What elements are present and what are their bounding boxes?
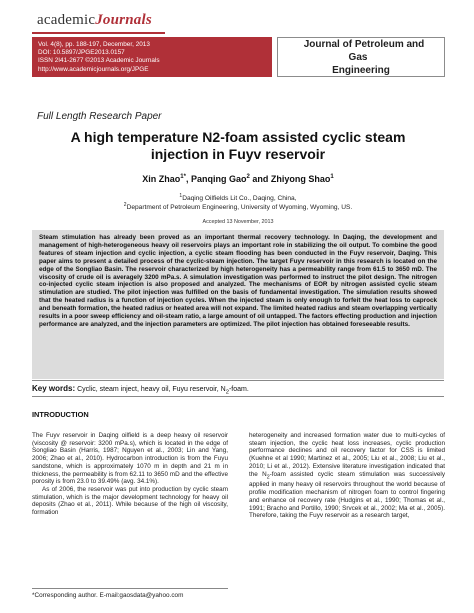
author-name: Zhiyong Shao <box>270 174 331 184</box>
keywords-label: Key words: <box>32 384 76 393</box>
paragraph: heterogeneity and increased formation water due to multi-cycles of steam injection, the cyclic heat loss increases, cyclic production performance declines and oil recovery factor for CSS is limited (Kuehne et al 1990; Martinez et al., 2005; Liu et al., 2008; Liu et al., 2010; Li et al., 2012). Extensive literature investigation indicated that the $N_2$-foam assisted cyclic steam stimulation was successively applied in many heavy oil reservoirs throughout the world because of profile modification mechanism of nitrogen foam to control fingering and enhance oil recovery rate (Hudgins et al., 1990; Thomas et al., 1991; Bracho and Portillo, 1990; Srvcek et al., 2002; Ma et al., 2005). Therefore, taking the Fuyv reservoir as a research target, <box>249 432 445 520</box>
journal-logo <box>37 12 152 29</box>
body-column-right <box>249 432 445 520</box>
journal-name: Journal of Petroleum and Gas Engineering <box>303 38 425 76</box>
journal-name-box <box>277 37 445 77</box>
paragraph: As of 2006, the reservoir was put into production by cyclic steam stimulation, which is the major development technology for heavy oil deposits (Zhao et al., 2011). While because of the high oil viscosity, formation <box>32 485 228 517</box>
section-heading-introduction: INTRODUCTION <box>32 410 89 419</box>
paragraph: The Fuyv reservoir in Daqing oilfield is a deep heavy oil reservoir (viscosity @ reservoir: 3200 mPa.s), which is located in the edge of Songliao Basin (Harris, 1987; Nguyen et al., 2003; Lin and Yang, 2006; Zhao et al., 2010). Hydrocarbon introduction is from the Fuyu sandstone, which is approximately 1070 m in depth and 21 m in thickness, the permeability is from 62.11 to 3650 mD and the effective porosity is from 23.0 to 39.49% (avg. 34.1%). <box>32 432 228 486</box>
author-list: Xin Zhao$^{1*}$, Panqing Gao$^2$ and Zhiyong Shao$^1$ <box>142 174 334 184</box>
meta-issn: ISSN 2I41-2677 ©2013 Academic Journals <box>38 57 160 65</box>
author-name: Panqing Gao <box>190 174 247 184</box>
meta-doi: DOI: 10.5897/JPGE2013.0157 <box>38 49 125 57</box>
logo-brand: Journals <box>95 12 152 28</box>
keywords-rule-top <box>32 380 444 381</box>
abstract-box <box>32 230 444 379</box>
article-type: Full Length Research Paper <box>37 111 162 122</box>
affiliation-2: $^2$Department of Petroleum Engineering, University of Wyoming, Wyoming, US. <box>123 202 353 212</box>
logo-underline <box>32 32 165 34</box>
keywords: Key words: Cyclic, steam inject, heavy oil, Fuyu reservoir, $N_2$-foam. <box>32 384 249 396</box>
affiliation-1: $^1$Daqing Oilfields Lit Co., Daqing, China, <box>179 193 297 203</box>
abstract-text: Steam stimulation has already been proved as an important thermal recovery technology. In Daqing, the development and management of high-heterogeneous heavy oil reservoirs plays an important role in stabilizing the oil output. To combine the good features of steam injection and cyclic injection, a cyclic steam flooding has been conducted in the Fuyv reservoir, Daqing. This paper aims to present a detailed process of the cyclic-steam injection. The target Fuyv reservoir in this research is located on the edge of the Songliao Basin. The reservoir characterized by high heterogeneity has a permeability range from 61.5 to 3650 mD. The viscosity of crude oil is averagely 3200 mPa.s. A simulation investigation was performed to instruct the pilot design. The nitrogen co-injected cyclic steam injection is also proposed and analyzed. The mechanisms of EOR by nitrogen assisted cyclic steam stimulation are studied. The pilot injection was fulfilled on the basis of fundamental investigation. The simulation results showed that the heated radius is a function of injection cycles. When the injected steam is only enough to forfeit the heat loss to caprock and beneath formation, the heated radius or heated area will not expand. The limited heated radius and steam overlapping vertically results in a poor sweep efficiency and oil-steam ratio, a large amount of oil untapped. The factors effecting production and injection performance are analyzed, and the injection parameters are optimized. The pilot injection has obtained foreseeable results. <box>39 234 437 328</box>
accepted-date: Accepted 13 November, 2013 <box>202 219 274 225</box>
publication-meta-box <box>32 37 272 77</box>
author-name: Xin Zhao <box>142 174 181 184</box>
keywords-rule-bottom <box>32 396 444 397</box>
paper-title: A high temperature N2-foam assisted cyclic steam injection in Fuyv reservoir <box>70 129 406 162</box>
body-column-left <box>32 432 228 517</box>
meta-url[interactable]: http://www.academicjournals.org/JPGE <box>38 65 149 73</box>
corresponding-author-footnote: *Corresponding author. E-mail:gaosdata@yahoo.com <box>32 592 184 599</box>
footnote-rule <box>32 588 228 589</box>
logo-prefix: academic <box>37 12 96 28</box>
meta-volume: Vol. 4(8), pp. 188-197, December, 2013 <box>38 41 150 48</box>
